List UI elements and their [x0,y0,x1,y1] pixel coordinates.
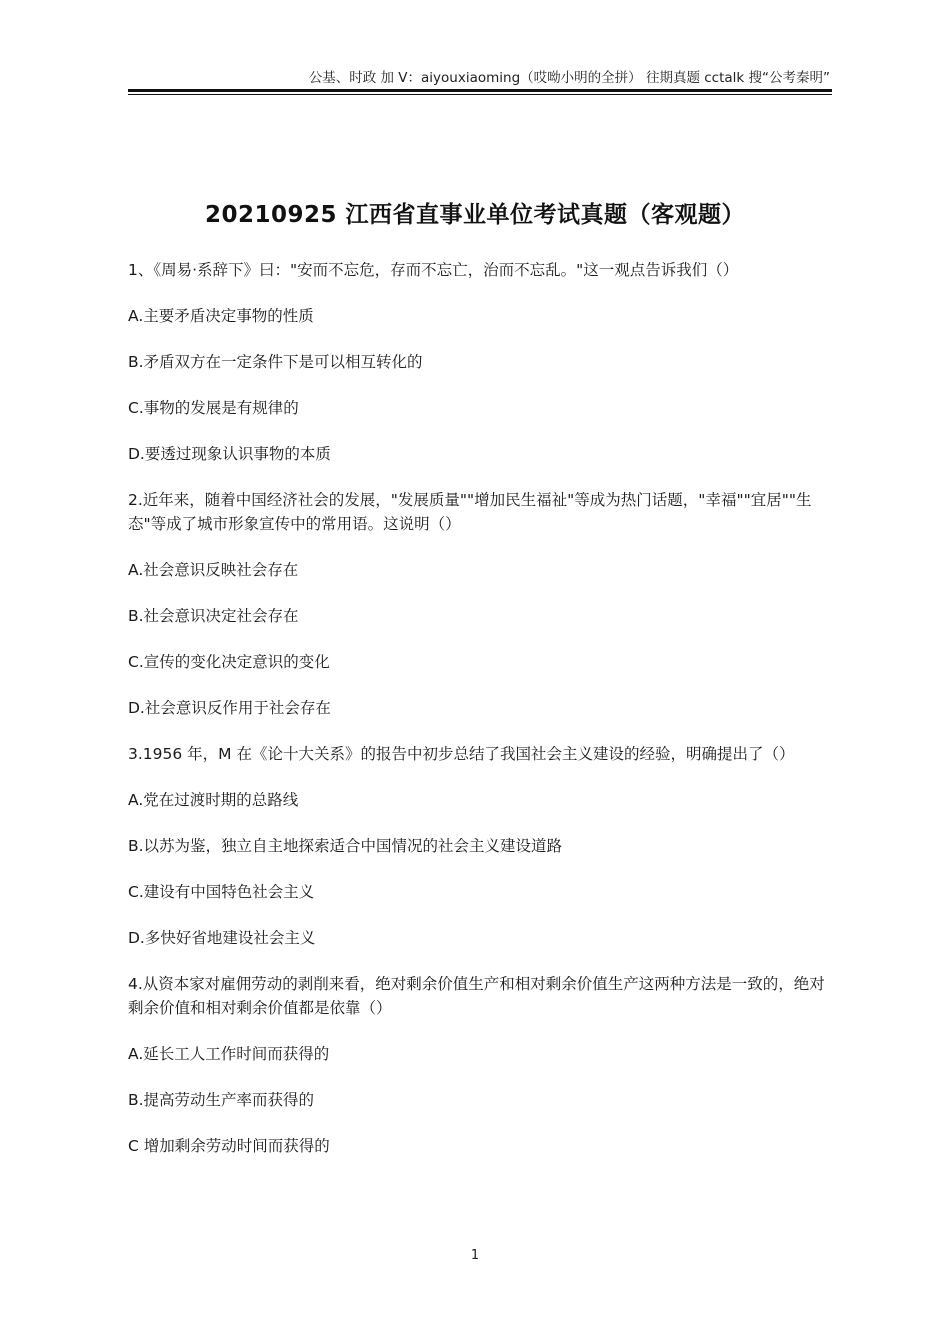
question-3-option-c: C.建设有中国特色社会主义 [128,883,315,901]
question-4-stem: 4.从资本家对雇佣劳动的剥削来看，绝对剩余价值生产和相对剩余价值生产这两种方法是一致的，绝对剩余价值和相对剩余价值都是依靠（） [128,975,825,1017]
question-2-option-b: B.社会意识决定社会存在 [128,607,299,625]
document-title: 20210925 江西省直事业单位考试真题（客观题） [204,202,746,228]
question-1-option-b: B.矛盾双方在一定条件下是可以相互转化的 [128,353,423,371]
question-list [128,258,834,1180]
question-1-option-d: D.要透过现象认识事物的本质 [128,445,331,463]
header-rule-thin [128,94,832,95]
page-number: 1 [470,1248,480,1263]
page-header: 公基、时政 加 V：aiyouxiaoming（哎呦小明的全拼） 往期真题 cctalk 搜“公考秦明” [308,70,830,86]
question-3-option-d: D.多快好省地建设社会主义 [128,929,316,947]
question-2-option-c: C.宣传的变化决定意识的变化 [128,653,330,671]
question-2-option-a: A.社会意识反映社会存在 [128,561,299,579]
question-3-stem: 3.1956 年，M 在《论十大关系》的报告中初步总结了我国社会主义建设的经验，明确提出了（） [128,745,795,763]
question-1-stem: 1、《周易·系辞下》曰："安而不忘危，存而不忘亡，治而不忘乱。"这一观点告诉我们（） [128,261,739,279]
question-2-option-d: D.社会意识反作用于社会存在 [128,699,331,717]
question-3-option-a: A.党在过渡时期的总路线 [128,791,299,809]
question-1-option-c: C.事物的发展是有规律的 [128,399,299,417]
question-4-option-a: A.延长工人工作时间而获得的 [128,1045,330,1063]
question-2-stem: 2.近年来，随着中国经济社会的发展，"发展质量""增加民生福祉"等成为热门话题，"幸福""宜居""生态"等成了城市形象宣传中的常用语。这说明（） [128,491,812,533]
header-rule-thick [128,89,832,92]
question-3-option-b: B.以苏为鉴，独立自主地探索适合中国情况的社会主义建设道路 [128,837,563,855]
question-4-option-b: B.提高劳动生产率而获得的 [128,1091,315,1109]
question-4-option-c: C 增加剩余劳动时间而获得的 [128,1137,330,1155]
question-1-option-a: A.主要矛盾决定事物的性质 [128,307,314,325]
